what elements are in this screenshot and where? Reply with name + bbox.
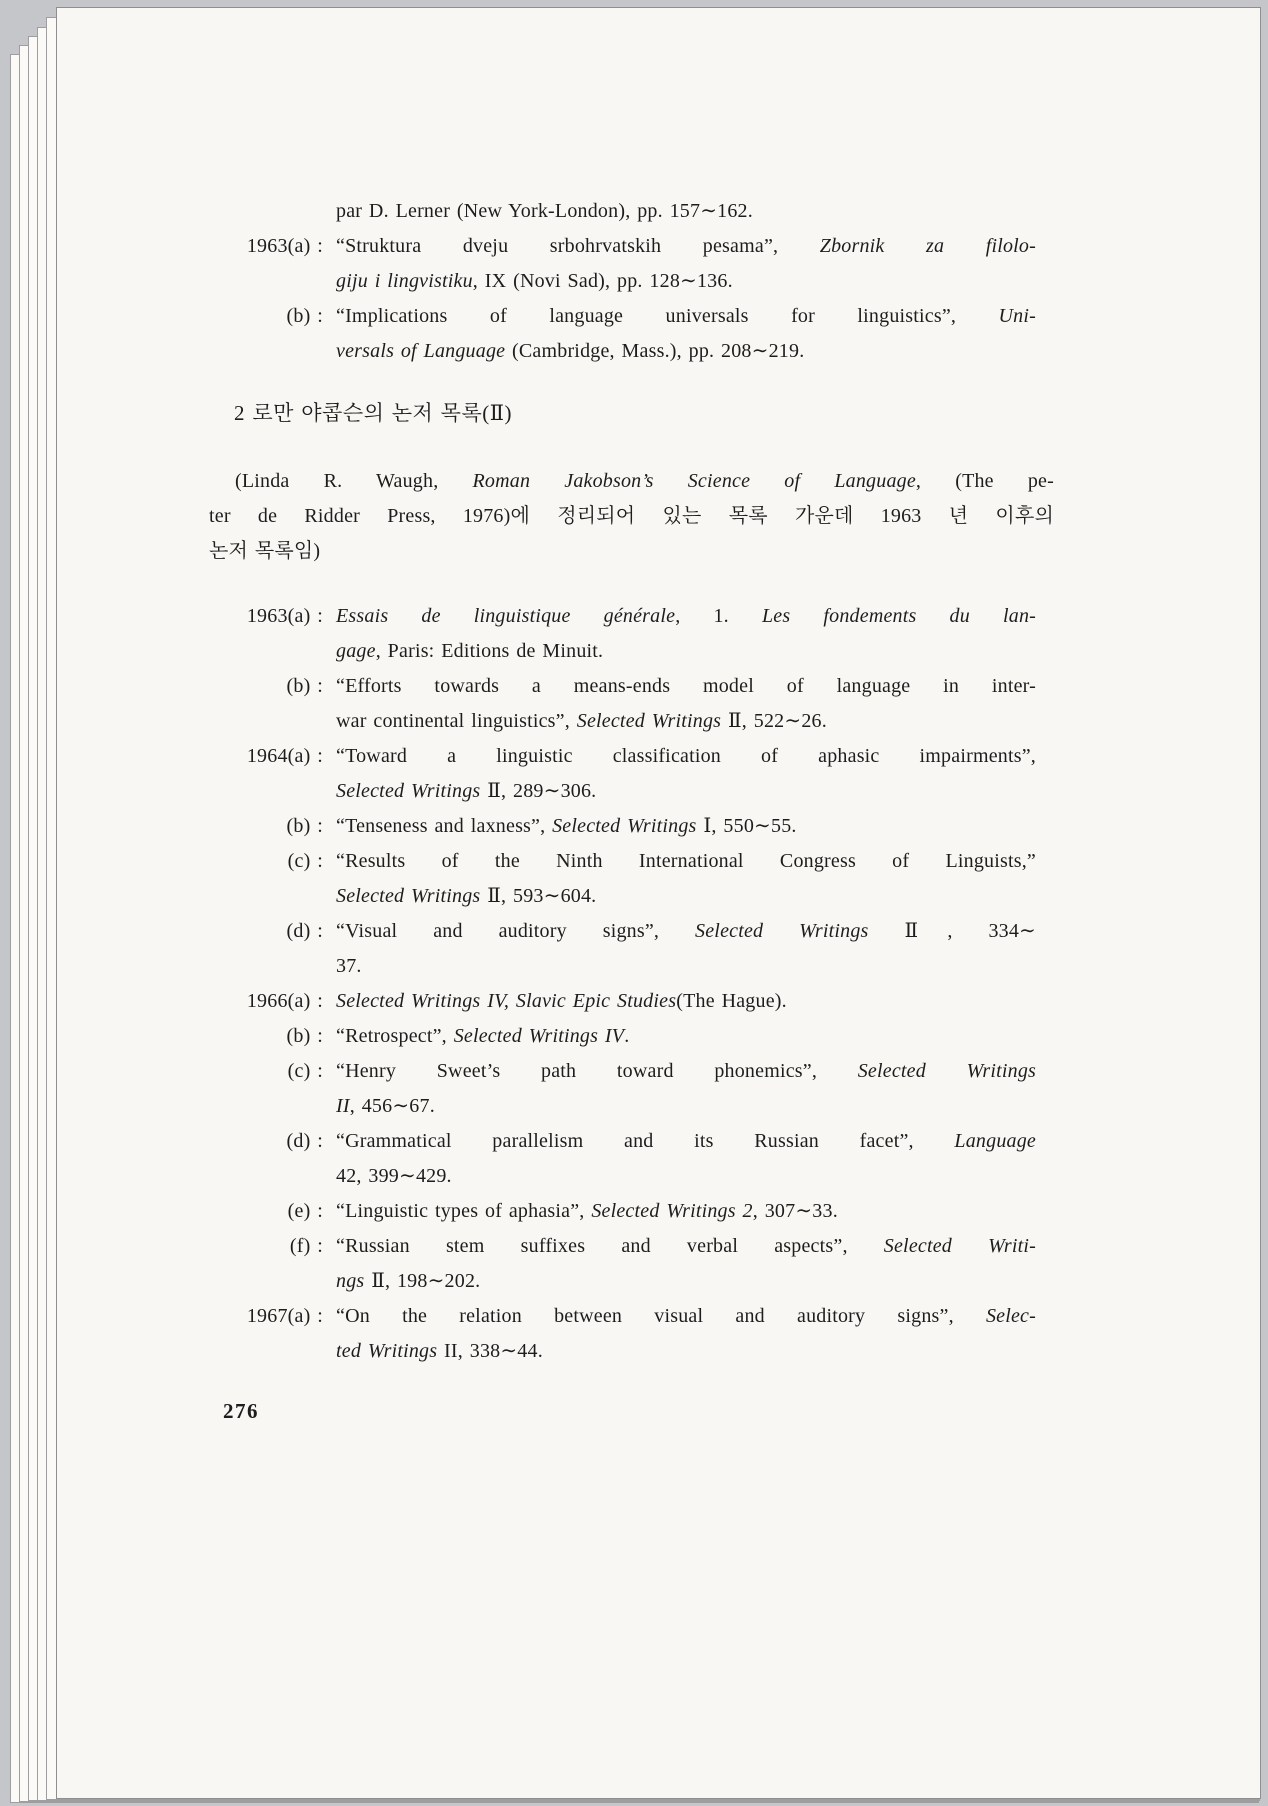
- italic-title-text: versals of Language: [336, 340, 506, 362]
- section-heading: 2 로만 야콥슨의 논저 목록(Ⅱ): [234, 401, 513, 425]
- text-line: [336, 1124, 1036, 1159]
- bibliography-entry: [209, 1299, 1220, 1369]
- plain-text: , IX (Novi Sad), pp. 128∼136.: [472, 270, 733, 292]
- entry-label: (c) :: [287, 1060, 323, 1082]
- text-line: [336, 809, 1036, 844]
- text-line: [209, 464, 1054, 499]
- entry-label: (e) :: [287, 1200, 323, 1222]
- plain-text: (Cambridge, Mass.), pp. 208∼219.: [505, 340, 805, 362]
- text-line: [336, 949, 1036, 984]
- bibliography-entry: [209, 229, 1220, 299]
- bibliography-entry: [209, 914, 1220, 984]
- text-line: [336, 229, 1036, 264]
- text-line: [336, 1159, 1036, 1194]
- text-line: [336, 844, 1036, 879]
- top-entries: [209, 194, 1220, 369]
- bibliography-list: [209, 599, 1220, 1369]
- plain-text: “Efforts towards a means-ends model of language in inter-: [336, 675, 1036, 697]
- plain-text: Ⅱ, 593∼604.: [480, 885, 597, 907]
- entry-label: (c) :: [287, 850, 323, 872]
- bibliography-entry: [209, 1019, 1220, 1054]
- text-line: [336, 634, 1036, 669]
- plain-text: 42, 399∼429.: [336, 1165, 452, 1187]
- entry-label: (d) :: [286, 920, 323, 942]
- text-line: [336, 1264, 1036, 1299]
- text-line: [336, 1054, 1036, 1089]
- bibliography-entry: [209, 299, 1220, 369]
- italic-title-text: Selected Writings: [336, 780, 481, 802]
- italic-title-text: Selected Writings: [576, 710, 722, 732]
- entry-text: [336, 1124, 1036, 1194]
- entry-label: [209, 194, 323, 229]
- plain-text: “Tenseness and laxness”,: [336, 815, 553, 837]
- page-content: [57, 8, 1260, 1798]
- plain-text: Ⅰ, 550∼55.: [696, 815, 797, 837]
- plain-text: “Visual and auditory signs”,: [336, 920, 696, 942]
- italic-title-text: Selec-: [985, 1305, 1036, 1327]
- italic-title-text: II: [336, 1095, 350, 1117]
- text-line: [336, 1229, 1036, 1264]
- entry-text: [336, 739, 1036, 809]
- plain-text: (The Hague).: [676, 990, 787, 1012]
- entry-text: [336, 914, 1036, 984]
- entry-text: [336, 1299, 1036, 1369]
- plain-text: Ⅱ, 198∼202.: [364, 1270, 481, 1292]
- plain-text: , 1.: [675, 605, 762, 627]
- italic-title-text: Zbornik za filolo-: [819, 235, 1036, 257]
- italic-title-text: Selected Writi-: [883, 1235, 1036, 1257]
- entry-label: 1967(a) :: [246, 1305, 323, 1327]
- italic-title-text: Selected Writings: [336, 885, 481, 907]
- text-line: [336, 739, 1036, 774]
- entry-label: 1964(a) :: [246, 745, 323, 767]
- text-line: [209, 534, 1054, 569]
- plain-text: II, 338∼44.: [437, 1340, 543, 1362]
- text-line: [209, 499, 1054, 534]
- page-number: 276: [223, 1399, 259, 1423]
- plain-text: “Results of the Ninth International Congress of Linguists,”: [336, 850, 1036, 872]
- plain-text: Ⅱ, 522∼26.: [721, 710, 827, 732]
- text-line: [336, 1194, 1036, 1229]
- plain-text: “Henry Sweet’s path toward phonemics”,: [336, 1060, 858, 1082]
- italic-title-text: giju i lingvistiku: [336, 270, 473, 292]
- italic-title-text: Selected Writings 2: [591, 1200, 753, 1222]
- plain-text: “Grammatical parallelism and its Russian facet”,: [336, 1130, 955, 1152]
- entry-text: [336, 299, 1036, 369]
- plain-text: .: [624, 1025, 630, 1047]
- plain-text: war continental linguistics”,: [336, 710, 577, 732]
- text-line: [336, 1299, 1036, 1334]
- italic-title-text: Language: [954, 1130, 1036, 1152]
- text-line: [336, 879, 1036, 914]
- text-line: [336, 264, 1036, 299]
- italic-title-text: Selected Writings IV, Slavic Epic Studies: [336, 990, 677, 1012]
- text-line: [336, 774, 1036, 809]
- italic-title-text: Selected Writings: [695, 920, 869, 942]
- plain-text: “On the relation between visual and auditory signs”,: [336, 1305, 986, 1327]
- text-line: [336, 1334, 1036, 1369]
- plain-text: “Linguistic types of aphasia”,: [336, 1200, 592, 1222]
- italic-title-text: ngs: [336, 1270, 365, 1292]
- plain-text: “Russian stem suffixes and verbal aspects”,: [336, 1235, 884, 1257]
- italic-title-text: gage: [336, 640, 376, 662]
- entry-label: (b) :: [286, 305, 323, 327]
- plain-text: “Implications of language universals for linguistics”,: [336, 305, 999, 327]
- bibliography-entry: [209, 194, 1220, 229]
- italic-title-text: Les fondements du lan-: [761, 605, 1037, 627]
- plain-text: Ⅱ, 289∼306.: [480, 780, 597, 802]
- text-line: [336, 1089, 1036, 1124]
- text-line: [336, 914, 1036, 949]
- italic-title-text: Selected Writings IV: [453, 1025, 625, 1047]
- plain-text: 논저 목록임): [209, 540, 321, 562]
- italic-title-text: ted Writings: [336, 1340, 438, 1362]
- plain-text: par D. Lerner (New York-London), pp. 157∼162.: [336, 200, 753, 222]
- bibliography-entry: [209, 1124, 1220, 1194]
- bibliography-entry: [209, 1054, 1220, 1124]
- entry-label: 1966(a) :: [246, 990, 323, 1012]
- entry-text: [336, 229, 1036, 299]
- bibliography-entry: [209, 739, 1220, 809]
- italic-title-text: Selected Writings: [552, 815, 697, 837]
- plain-text: , 307∼33.: [752, 1200, 838, 1222]
- plain-text: “Struktura dveju srbohrvatskih pesama”,: [336, 235, 820, 257]
- entry-text: [336, 844, 1036, 914]
- plain-text: “Retrospect”,: [336, 1025, 454, 1047]
- text-line: [336, 984, 1036, 1019]
- entry-text: [336, 599, 1036, 669]
- entry-text: [336, 1229, 1036, 1299]
- italic-title-text: Uni-: [998, 305, 1036, 327]
- plain-text: , 456∼67.: [349, 1095, 435, 1117]
- text-line: [336, 599, 1036, 634]
- book-page: [56, 7, 1261, 1799]
- text-line: [336, 334, 1036, 369]
- text-line: [336, 1019, 1036, 1054]
- entry-text: [336, 984, 1036, 1019]
- italic-title-text: Essais de linguistique générale: [336, 605, 676, 627]
- entry-label: 1963(a) :: [246, 235, 323, 257]
- entry-label: (f) :: [289, 1235, 323, 1257]
- bibliography-entry: [209, 669, 1220, 739]
- entry-label: (d) :: [286, 1130, 323, 1152]
- entry-text: [336, 809, 1036, 844]
- entry-text: [336, 669, 1036, 739]
- italic-title-text: Selected Writings: [857, 1060, 1036, 1082]
- bibliography-entry: [209, 1194, 1220, 1229]
- bibliography-entry: [209, 1229, 1220, 1299]
- italic-title-text: Roman Jakobson’s Science of Language: [472, 470, 916, 492]
- plain-text: , (The pe-: [915, 470, 1054, 492]
- text-line: [336, 299, 1036, 334]
- plain-text: 37.: [336, 955, 362, 977]
- plain-text: “Toward a linguistic classification of aphasic impairments”,: [336, 745, 1036, 767]
- plain-text: ter de Ridder Press, 1976)에 정리되어 있는 목록 가운데 1963 년 이후의: [209, 505, 1054, 527]
- bibliography-entry: [209, 844, 1220, 914]
- entry-text: [336, 194, 1036, 229]
- plain-text: (Linda R. Waugh,: [235, 470, 473, 492]
- plain-text: Ⅱ, 334∼: [868, 920, 1036, 942]
- bibliography-entry: [209, 599, 1220, 669]
- entry-label: (b) :: [286, 1025, 323, 1047]
- text-line: [336, 669, 1036, 704]
- bibliography-entry: [209, 809, 1220, 844]
- text-line: [336, 194, 1036, 229]
- entry-label: (b) :: [286, 675, 323, 697]
- bibliography-entry: [209, 984, 1220, 1019]
- entry-text: [336, 1194, 1036, 1229]
- intro-paragraph: [209, 464, 1054, 569]
- entry-text: [336, 1019, 1036, 1054]
- plain-text: , Paris: Editions de Minuit.: [375, 640, 604, 662]
- entry-text: [336, 1054, 1036, 1124]
- entry-label: 1963(a) :: [246, 605, 323, 627]
- entry-label: (b) :: [286, 815, 323, 837]
- text-line: [336, 704, 1036, 739]
